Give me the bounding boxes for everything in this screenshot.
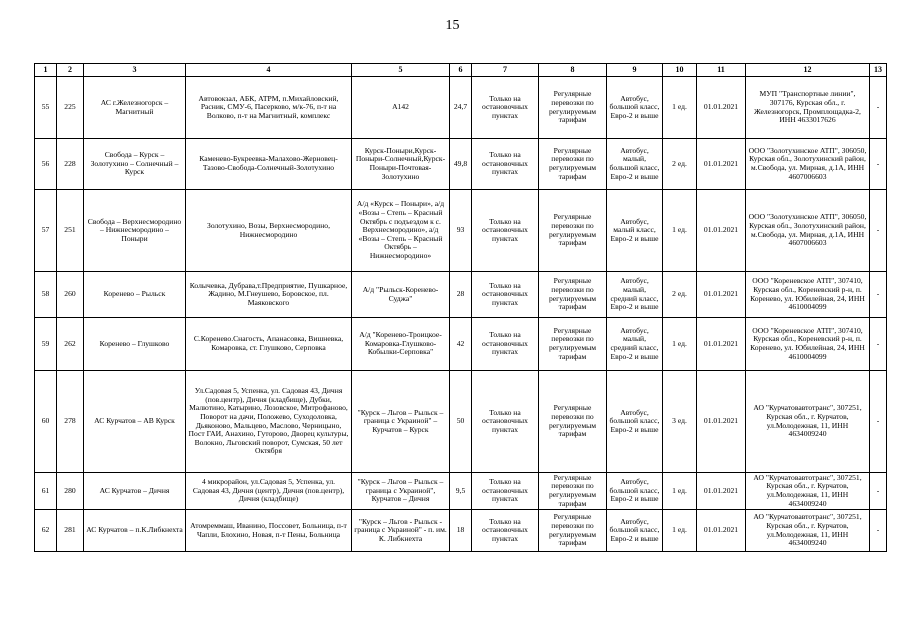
route-stops: Колычевка, Дубрава,т.Предприятие, Пушкарное, Жадино, М.Гнеушево, Боровское, пл. Маяковского — [186, 272, 352, 318]
route-length: 18 — [450, 510, 472, 552]
boarding-order: Только на остановочных пунктах — [472, 272, 539, 318]
start-date: 01.01.2021 — [697, 510, 746, 552]
vehicle-count: 2 ед. — [663, 272, 697, 318]
vehicle-count: 1 ед. — [663, 318, 697, 371]
bus-class: Автобус, малый, средний класс, Евро-2 и выше — [607, 272, 663, 318]
bus-class: Автобус, малый, большой класс, Евро-2 и выше — [607, 139, 663, 190]
route-name: АС Курчатов – АВ Курск — [84, 371, 186, 473]
row-number: 61 — [35, 473, 57, 510]
table-row — [35, 139, 887, 190]
route-reg-number: 228 — [57, 139, 84, 190]
vehicle-count: 1 ед. — [663, 77, 697, 139]
route-name: Коренево – Рыльск — [84, 272, 186, 318]
route-stops: С.Коренево.Снагость, Апанасовка, Вишневка, Комаровка, ст. Глушково, Серповка — [186, 318, 352, 371]
transport-type: Регулярные перевозки по регулируемым тарифам — [539, 371, 607, 473]
route-length: 28 — [450, 272, 472, 318]
header-cell: 4 — [186, 64, 352, 77]
header-cell: 13 — [870, 64, 887, 77]
route-name: АС Курчатов – Дичня — [84, 473, 186, 510]
boarding-order: Только на остановочных пунктах — [472, 139, 539, 190]
route-reg-number: 225 — [57, 77, 84, 139]
table-row — [35, 473, 887, 510]
route-length: 24,7 — [450, 77, 472, 139]
boarding-order: Только на остановочных пунктах — [472, 190, 539, 272]
route-reg-number: 281 — [57, 510, 84, 552]
route-name: Свобода – Курск – Золотухино – Солнечный – Курск — [84, 139, 186, 190]
start-date: 01.01.2021 — [697, 139, 746, 190]
transport-type: Регулярные перевозки по регулируемым тарифам — [539, 139, 607, 190]
transport-type: Регулярные перевозки по регулируемым тарифам — [539, 318, 607, 371]
route-name: АС Курчатов – п.К.Либкнехта — [84, 510, 186, 552]
header-cell: 12 — [746, 64, 870, 77]
transport-type: Регулярные перевозки по регулируемым тарифам — [539, 77, 607, 139]
route-roads: А/д "Коренево-Троицкое-Комаровка-Глушково-Кобылки-Серповка" — [352, 318, 450, 371]
page-number: 15 — [445, 18, 460, 33]
extra-info: - — [870, 190, 887, 272]
extra-info: - — [870, 139, 887, 190]
route-roads: А142 — [352, 77, 450, 139]
route-name: Свобода – Верхнесмородино – Нижнесмородино – Поныри — [84, 190, 186, 272]
row-number: 55 — [35, 77, 57, 139]
row-number: 60 — [35, 371, 57, 473]
start-date: 01.01.2021 — [697, 371, 746, 473]
bus-class: Автобус, большой класс, Евро-2 и выше — [607, 473, 663, 510]
extra-info: - — [870, 473, 887, 510]
row-number: 62 — [35, 510, 57, 552]
boarding-order: Только на остановочных пунктах — [472, 318, 539, 371]
route-stops: Ул.Садовая 5, Успенка, ул. Садовая 43, Дичня (пов.центр), Дичня (кладбище), Дубки, Малютино, Катырино, Лозовское, Митрофаново, Поворот на дачи, Положево, Суходоловка, Дьяконово, Мальцево, Маслово, Черницыно, Пост ГАИ, Анахино, Гуторово, Дворец культуры, Волокно, Льговский поворот, Сумская, 50 лет Октября — [186, 371, 352, 473]
transport-type: Регулярные перевозки по регулируемым тарифам — [539, 510, 607, 552]
route-reg-number: 280 — [57, 473, 84, 510]
route-length: 42 — [450, 318, 472, 371]
header-cell: 7 — [472, 64, 539, 77]
carrier-info: АО "Курчатовавтотранс", 307251, Курская обл., г. Курчатов, ул.Молодежная, 11, ИНН 4634009240 — [746, 473, 870, 510]
bus-class: Автобус, малый класс, Евро-2 и выше — [607, 190, 663, 272]
route-roads: Курск-Поныри,Курск-Поныри-Солнечный,Курск-Поныри-Почтовая-Золотухино — [352, 139, 450, 190]
start-date: 01.01.2021 — [697, 473, 746, 510]
route-stops: Каменево-Букреевка-Малахово-Жерновец-Тазово-Свобода-Солнечный-Золотухино — [186, 139, 352, 190]
table-row — [35, 190, 887, 272]
header-cell: 9 — [607, 64, 663, 77]
bus-class: Автобус, малый, средний класс, Евро-2 и выше — [607, 318, 663, 371]
header-cell: 6 — [450, 64, 472, 77]
header-cell: 10 — [663, 64, 697, 77]
transport-type: Регулярные перевозки по регулируемым тарифам — [539, 272, 607, 318]
vehicle-count: 2 ед. — [663, 139, 697, 190]
vehicle-count: 1 ед. — [663, 510, 697, 552]
route-stops: 4 микрорайон, ул.Садовая 5, Успенка, ул. Садовая 43, Дичня (центр), Дичня (пов.центр), Дичня (кладбище) — [186, 473, 352, 510]
header-cell: 5 — [352, 64, 450, 77]
carrier-info: АО "Курчатовавтотранс", 307251, Курская обл., г. Курчатов, ул.Молодежная, 11, ИНН 4634009240 — [746, 371, 870, 473]
carrier-info: ООО "Кореневское АТП", 307410, Курская обл., Кореневский р-н, п. Коренево, ул. Юбилейная, 24, ИНН 4610004099 — [746, 318, 870, 371]
route-stops: Атомреммаш, Иванино, Поссовет, Больница, п-т Чапли, Блохино, Новая, п-т Пены, Больница — [186, 510, 352, 552]
transport-type: Регулярные перевозки по регулируемым тарифам — [539, 473, 607, 510]
route-roads: "Курск – Льгов – Рыльск – граница с Украиной" – Курчатов – Курск — [352, 371, 450, 473]
carrier-info: МУП "Транспортные линии", 307176, Курская обл., г. Железногорск, Промплощадка-2, ИНН 4633017626 — [746, 77, 870, 139]
route-length: 50 — [450, 371, 472, 473]
header-cell: 3 — [84, 64, 186, 77]
table-row — [35, 510, 887, 552]
route-roads: А/д "Рыльск-Коренево-Суджа" — [352, 272, 450, 318]
vehicle-count: 3 ед. — [663, 371, 697, 473]
extra-info: - — [870, 510, 887, 552]
table-row — [35, 371, 887, 473]
start-date: 01.01.2021 — [697, 272, 746, 318]
route-stops: Золотухино, Возы, Верхнесмородино, Нижнесмородино — [186, 190, 352, 272]
header-cell: 1 — [35, 64, 57, 77]
row-number: 56 — [35, 139, 57, 190]
route-length: 93 — [450, 190, 472, 272]
route-length: 9,5 — [450, 473, 472, 510]
carrier-info: АО "Курчатовавтотранс", 307251, Курская обл., г. Курчатов, ул.Молодежная, 11, ИНН 4634009240 — [746, 510, 870, 552]
bus-class: Автобус, большой класс, Евро-2 и выше — [607, 371, 663, 473]
header-cell: 11 — [697, 64, 746, 77]
carrier-info: ООО "Кореневское АТП", 307410, Курская обл., Кореневский р-н, п. Коренево, ул. Юбилейная, 24, ИНН 4610004099 — [746, 272, 870, 318]
route-name: Коренево – Глушково — [84, 318, 186, 371]
table-row — [35, 272, 887, 318]
route-stops: Автовокзал, АБК, АТРМ, п.Михайловский, Расник, СМУ-6, Пасерково, м/к-76, п-т на Волково, п-т на Магнитный, комплекс — [186, 77, 352, 139]
carrier-info: ООО "Золотухинское АТП", 306050, Курская обл., Золотухинский район, м.Свобода, ул. Мирная, д.1А, ИНН 4607006603 — [746, 139, 870, 190]
vehicle-count: 1 ед. — [663, 473, 697, 510]
boarding-order: Только на остановочных пунктах — [472, 371, 539, 473]
route-roads: "Курск – Льгов – Рыльск – граница с Украиной", Курчатов – Дичня — [352, 473, 450, 510]
start-date: 01.01.2021 — [697, 318, 746, 371]
route-roads: А/д «Курск – Поныри», а/д «Возы – Степь – Красный Октябрь с подъездом к с. Верхнесмородино», а/д «Возы – Степь – Красный Октябрь – Нижнесмородино» — [352, 190, 450, 272]
bus-class: Автобус, большой класс, Евро-2 и выше — [607, 77, 663, 139]
transport-type: Регулярные перевозки по регулируемым тарифам — [539, 190, 607, 272]
table-row — [35, 318, 887, 371]
extra-info: - — [870, 371, 887, 473]
boarding-order: Только на остановочных пунктах — [472, 510, 539, 552]
route-reg-number: 251 — [57, 190, 84, 272]
route-reg-number: 278 — [57, 371, 84, 473]
row-number: 57 — [35, 190, 57, 272]
route-roads: "Курск – Льгов - Рыльск - граница с Украиной" - п. им. К. Либкнехта — [352, 510, 450, 552]
carrier-info: ООО "Золотухинское АТП", 306050, Курская обл., Золотухинский район, м.Свобода, ул. Мирная, д.1А, ИНН 4607006603 — [746, 190, 870, 272]
bus-class: Автобус, большой класс, Евро-2 и выше — [607, 510, 663, 552]
header-cell: 8 — [539, 64, 607, 77]
start-date: 01.01.2021 — [697, 77, 746, 139]
boarding-order: Только на остановочных пунктах — [472, 473, 539, 510]
header-cell: 2 — [57, 64, 84, 77]
route-name: АС г.Железногорск – Магнитный — [84, 77, 186, 139]
row-number: 58 — [35, 272, 57, 318]
header-row — [35, 64, 887, 77]
row-number: 59 — [35, 318, 57, 371]
route-reg-number: 262 — [57, 318, 84, 371]
extra-info: - — [870, 272, 887, 318]
boarding-order: Только на остановочных пунктах — [472, 77, 539, 139]
routes-table — [34, 63, 887, 552]
table-row — [35, 77, 887, 139]
extra-info: - — [870, 77, 887, 139]
vehicle-count: 1 ед. — [663, 190, 697, 272]
route-reg-number: 260 — [57, 272, 84, 318]
start-date: 01.01.2021 — [697, 190, 746, 272]
route-length: 49,8 — [450, 139, 472, 190]
extra-info: - — [870, 318, 887, 371]
